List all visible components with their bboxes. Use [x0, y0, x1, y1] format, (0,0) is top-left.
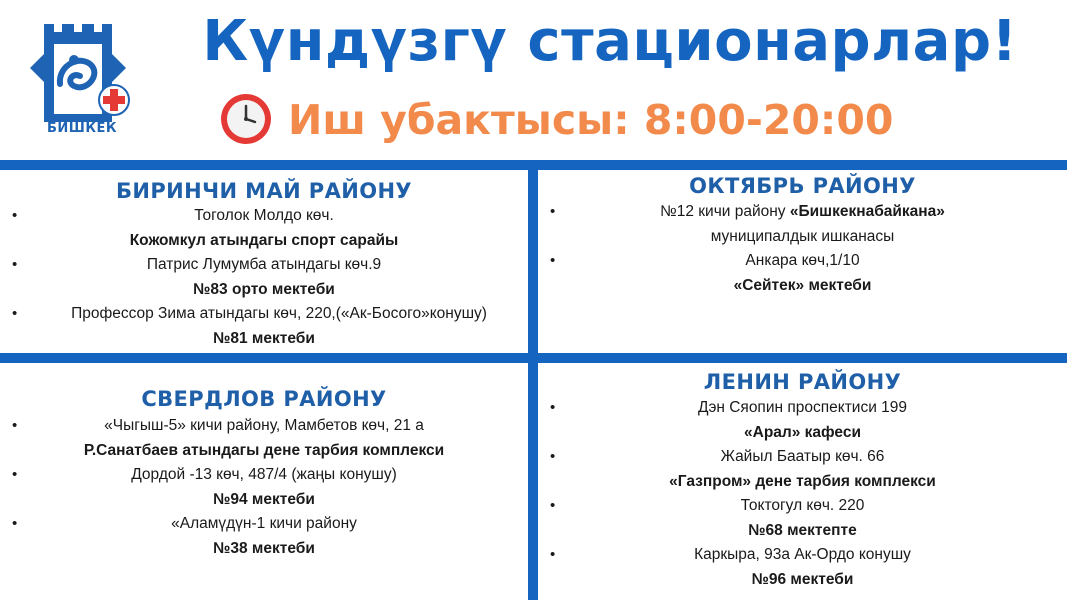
address-item: • Дэн Сяопин проспектиси 199	[550, 399, 908, 416]
place-name: №38 мектеби	[213, 539, 315, 557]
place-name: №68 мектепте	[748, 521, 857, 539]
place-name: «Арал» кафеси	[744, 423, 861, 441]
place-name: №96 мектеби	[751, 570, 854, 588]
address-text: Жайыл Баатыр көч. 66	[720, 448, 885, 465]
working-hours: Иш убактысы: 8:00-20:00	[288, 96, 894, 144]
address-item: • Анкара көч,1/10	[550, 252, 860, 269]
district-title: ЛЕНИН РАЙОНУ	[703, 370, 902, 394]
address-text: Дэн Сяопин проспектиси 199	[697, 399, 908, 416]
address-text: Профессор Зима атындагы көч, 220,(«Ак-Босого»конушу)	[71, 305, 487, 322]
address-text: Каркыра, 93а Ак-Ордо конушу	[694, 546, 911, 563]
place-name: Р.Санатбаев атындагы дене тарбия комплекси	[83, 441, 445, 459]
address-text: Дордой -13 көч, 487/4 (жаңы конушу)	[131, 466, 397, 483]
address-item: • Тоголок Молдо көч.	[12, 207, 334, 224]
page-title: Күндүзгү стационарлар!	[202, 9, 1018, 74]
address-item: • Патрис Лумумба атындагы көч.9	[12, 256, 382, 273]
district-panel-birinchi-mai	[0, 178, 528, 351]
address-item: • Жайыл Баатыр көч. 66	[550, 448, 885, 465]
district-title: БИРИНЧИ МАЙ РАЙОНУ	[115, 179, 413, 203]
address-item: • «Чыгыш-5» кичи району, Мамбетов көч, 21 а	[12, 417, 424, 434]
district-panel-oktyabr	[538, 172, 1067, 298]
logo-city-label: БИШКЕК	[47, 121, 117, 136]
district-panel-lenin	[538, 368, 1067, 592]
district-title: СВЕРДЛОВ РАЙОНУ	[141, 387, 387, 411]
address-text: «Аламүдүн-1 кичи району	[171, 515, 357, 532]
address-text: Анкара көч,1/10	[745, 252, 860, 269]
place-name: №83 орто мектеби	[193, 280, 335, 298]
address-text: «Чыгыш-5» кичи району, Мамбетов көч, 21 а	[104, 417, 424, 434]
address-text: Патрис Лумумба атындагы көч.9	[146, 256, 382, 273]
address-item: • №12 кичи району «Бишкекнабайкана»	[550, 203, 945, 220]
address-text-bold: «Бишкекнабайкана»	[789, 203, 945, 220]
address-item: • Токтогул көч. 220	[550, 497, 865, 514]
place-name: «Газпром» дене тарбия комплекси	[669, 472, 936, 490]
address-item: • Каркыра, 93а Ак-Ордо конушу	[550, 546, 911, 563]
place-name: №81 мектеби	[213, 329, 315, 347]
place-name: №94 мектеби	[213, 490, 315, 508]
vertical-divider	[528, 167, 538, 600]
address-item: • Дордой -13 көч, 487/4 (жаңы конушу)	[12, 466, 397, 483]
address-continuation: муниципалдык ишканасы	[710, 227, 895, 245]
district-panel-sverdlov	[0, 384, 528, 561]
place-name: Кожомкул атындагы спорт сарайы	[129, 231, 399, 249]
clock-icon	[219, 92, 273, 146]
address-text: Тоголок Молдо көч.	[194, 207, 334, 224]
address-text: Токтогул көч. 220	[740, 497, 865, 514]
place-name: «Сейтек» мектеби	[733, 276, 872, 294]
district-title: ОКТЯБРЬ РАЙОНУ	[689, 174, 916, 198]
address-item: • «Аламүдүн-1 кичи району	[12, 515, 357, 532]
address-item: • Профессор Зима атындагы көч, 220,(«Ак-Босого»конушу)	[12, 305, 487, 322]
address-text: №12 кичи району	[660, 203, 790, 220]
